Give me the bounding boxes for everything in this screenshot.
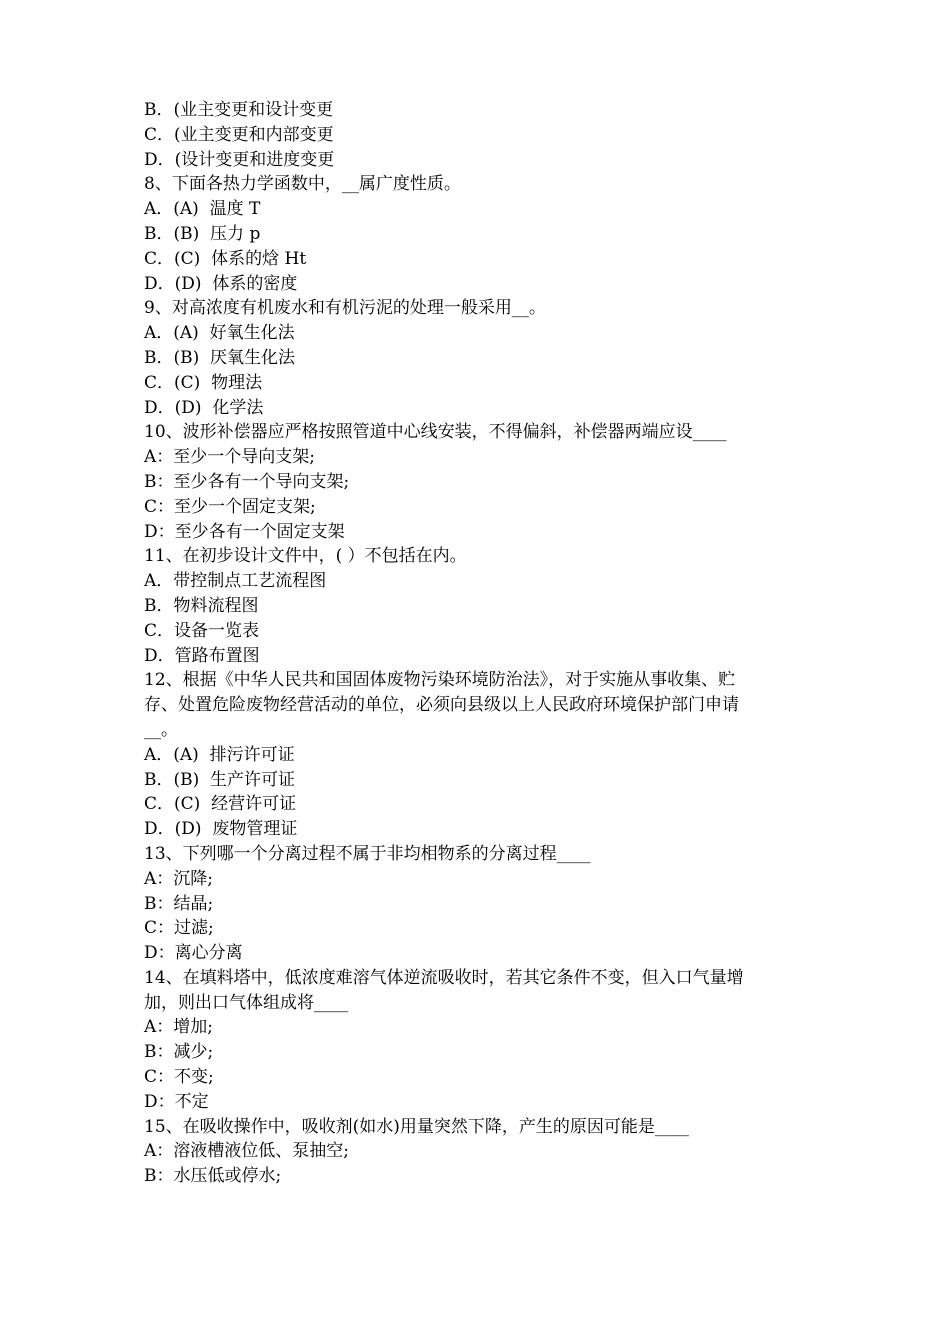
text-line: B：减少; xyxy=(144,1042,214,1063)
text-line: D：至少各有一个固定支架 xyxy=(144,521,345,542)
text-line: A．(A) 排污许可证 xyxy=(144,744,295,765)
text-line: A．(A) 好氧生化法 xyxy=(144,323,295,344)
text-line: 12、根据《中华人民共和国固体废物污染环境防治法》，对于实施从事收集、贮 xyxy=(144,670,736,691)
text-line: A：溶液槽液位低、泵抽空; xyxy=(144,1141,350,1162)
text-line: __。 xyxy=(144,719,178,740)
text-line: D：离心分离 xyxy=(144,943,243,964)
text-line: 8、下面各热力学函数中，__属广度性质。 xyxy=(144,174,461,195)
text-line: B：水压低或停水; xyxy=(144,1166,282,1187)
text-line: 11、在初步设计文件中，( ）不包括在内。 xyxy=(144,546,467,567)
text-line: 9、对高浓度有机废水和有机污泥的处理一般采用__。 xyxy=(144,298,546,319)
text-line: 10、波形补偿器应严格按照管道中心线安装，不得偏斜，补偿器两端应设____ xyxy=(144,422,727,443)
text-line: 存、处置危险废物经营活动的单位，必须向县级以上人民政府环境保护部门申请 xyxy=(144,695,739,716)
text-line: B．(B) 压力 p xyxy=(144,223,261,244)
text-line: B：结晶; xyxy=(144,893,214,914)
text-line: D：不定 xyxy=(144,1091,209,1112)
document-body xyxy=(144,98,824,1189)
text-line: C：不变; xyxy=(144,1067,214,1088)
text-line: 13、下列哪一个分离过程不属于非均相物系的分离过程____ xyxy=(144,843,591,864)
text-line: C：过滤; xyxy=(144,918,214,939)
text-line: B．(B) 厌氧生化法 xyxy=(144,347,296,368)
text-line: D．管路布置图 xyxy=(144,645,260,666)
text-line: C．(业主变更和内部变更 xyxy=(144,124,334,145)
text-line: D．(设计变更和进度变更 xyxy=(144,149,335,170)
text-line: A．(A) 温度 T xyxy=(144,199,261,220)
text-line: D．(D) 体系的密度 xyxy=(144,273,298,294)
text-line: B．(业主变更和设计变更 xyxy=(144,100,334,120)
text-line: B．物料流程图 xyxy=(144,595,259,616)
text-line: D．(D) 废物管理证 xyxy=(144,819,298,840)
text-line: C：至少一个固定支架; xyxy=(144,496,316,517)
text-line: C．(C) 经营许可证 xyxy=(144,794,297,815)
text-line: C．(C) 体系的焓 Ht xyxy=(144,248,307,269)
text-line: 加，则出口气体组成将____ xyxy=(144,992,348,1013)
text-line: A：沉降; xyxy=(144,868,214,889)
text-line: 14、在填料塔中，低浓度难溶气体逆流吸收时，若其它条件不变，但入口气量增 xyxy=(144,967,744,988)
text-line: B．(B) 生产许可证 xyxy=(144,769,296,790)
text-line: 15、在吸收操作中，吸收剂(如水)用量突然下降，产生的原因可能是____ xyxy=(144,1116,689,1137)
text-line: A：增加; xyxy=(144,1017,214,1038)
text-line: B：至少各有一个导向支架; xyxy=(144,471,350,492)
text-line: C．设备一览表 xyxy=(144,620,260,641)
text-line: A．带控制点工艺流程图 xyxy=(144,571,327,592)
text-line: D．(D) 化学法 xyxy=(144,397,264,418)
text-line: C．(C) 物理法 xyxy=(144,372,263,393)
text-line: A：至少一个导向支架; xyxy=(144,447,316,468)
